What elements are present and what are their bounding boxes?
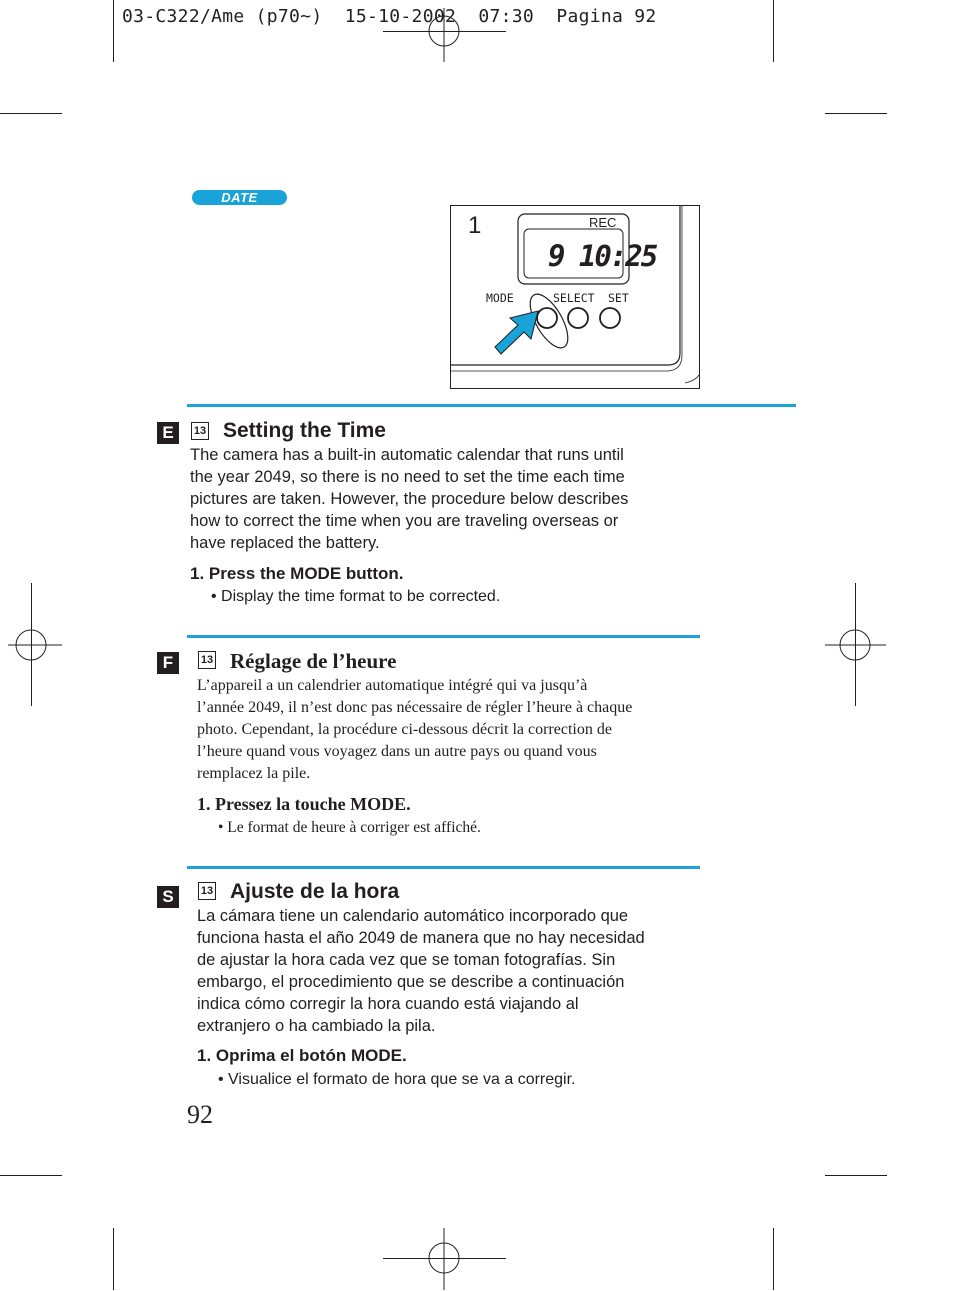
print-slug: 03-C322/Ame (p70~) 15-10-2002 07:30 Pagina 92 bbox=[122, 6, 657, 27]
date-badge: DATE bbox=[192, 190, 287, 205]
camera-illustration bbox=[450, 205, 700, 389]
section-title-spanish: Ajuste de la hora bbox=[230, 880, 400, 903]
mode-button bbox=[537, 308, 557, 328]
section-number-french: 13 bbox=[198, 651, 216, 669]
page-number: 92 bbox=[187, 1100, 213, 1129]
illustration-step-number: 1 bbox=[468, 212, 482, 239]
lang-badge-french: F bbox=[157, 652, 179, 674]
bullet-english: • Display the time format to be corrected. bbox=[211, 588, 501, 605]
body-spanish: La cámara tiene un calendario automático incorporado que funciona hasta el año 2049 de manera que no hay necesidad de ajustar la hora cada vez que se toman fotografías. Sin embargo, el procedimiento que se describe a continuación indica cómo corregir la hora cuando está viajando al extranjero o ha cambiado la pila. bbox=[197, 907, 645, 1035]
mode-label: MODE bbox=[486, 291, 514, 305]
rec-label: REC bbox=[589, 215, 617, 230]
section-number-english: 13 bbox=[191, 422, 209, 440]
section-number-spanish: 13 bbox=[198, 882, 216, 900]
time-display: 9 10:25 bbox=[548, 239, 657, 273]
english-section-rule bbox=[187, 404, 796, 407]
set-label: SET bbox=[608, 291, 629, 305]
body-english: The camera has a built-in automatic calendar that runs until the year 2049, so there is no need to set the time each time pictures are taken. However, the procedure below describes how to correct the time when you are traveling overseas or have replaced the battery. bbox=[190, 446, 629, 552]
french-section-rule bbox=[187, 635, 700, 638]
step-english: 1. Press the MODE button. bbox=[190, 564, 404, 583]
lang-badge-spanish: S bbox=[157, 886, 179, 908]
bullet-french: • Le format de heure à corriger est affiché. bbox=[218, 819, 481, 836]
section-title-french: Réglage de l’heure bbox=[230, 649, 397, 673]
select-label: SELECT bbox=[553, 291, 595, 305]
set-button bbox=[600, 308, 620, 328]
lang-badge-english: E bbox=[157, 422, 179, 444]
bullet-spanish: • Visualice el formato de hora que se va a corregir. bbox=[218, 1071, 576, 1088]
step-spanish: 1. Oprima el botón MODE. bbox=[197, 1046, 407, 1065]
select-button bbox=[568, 308, 588, 328]
spanish-section-rule bbox=[187, 866, 700, 869]
body-french: L’appareil a un calendrier automatique intégré qui va jusqu’à l’année 2049, il n’est donc pas nécessaire de régler l’heure à chaque photo. Cependant, la procédure ci-dessous décrit la correction de l’heure quand vous voyagez dans un autre pays ou quand vous remplacez la pile. bbox=[197, 677, 633, 782]
section-title-english: Setting the Time bbox=[223, 419, 386, 442]
step-french: 1. Pressez la touche MODE. bbox=[197, 794, 411, 814]
